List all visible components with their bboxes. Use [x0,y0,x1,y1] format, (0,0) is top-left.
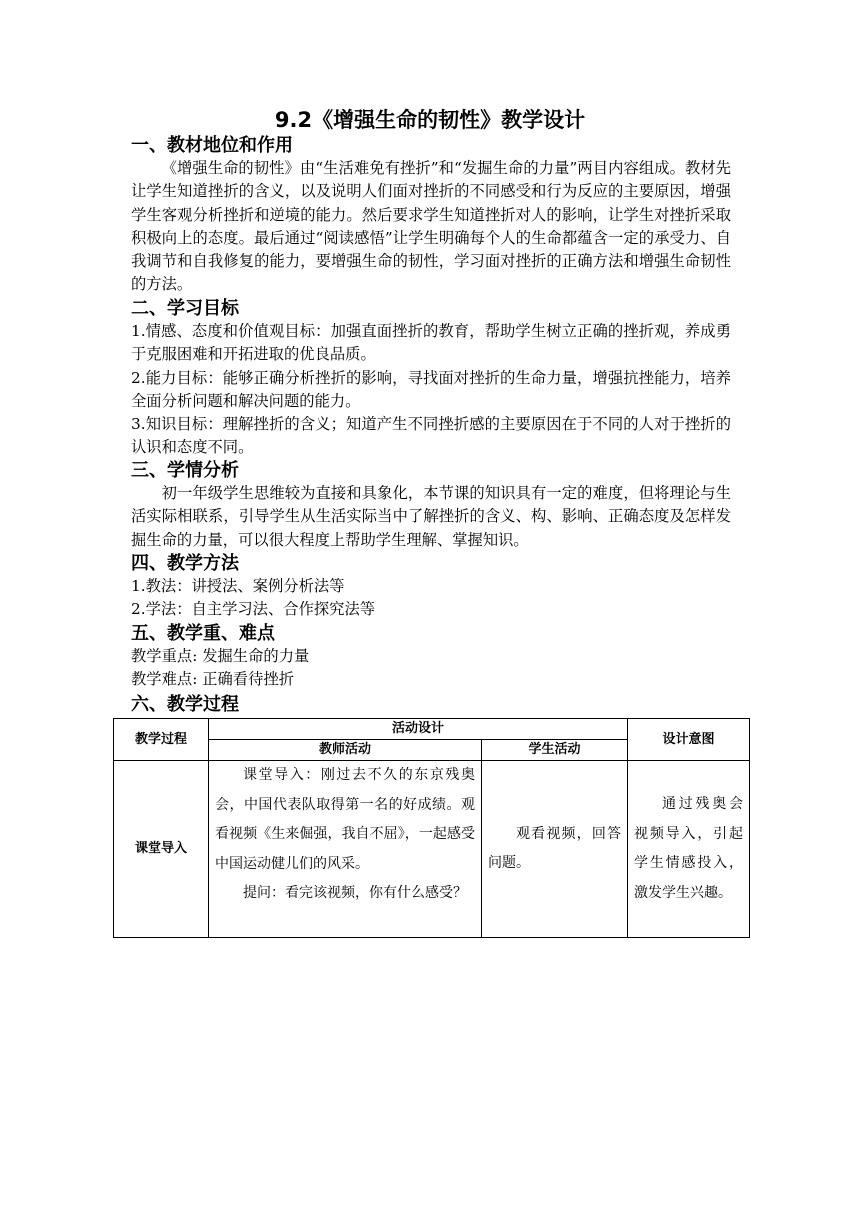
method-item-1: 1.教法：讲授法、案例分析法等 [131,577,345,595]
cell-design-intent [628,761,750,938]
section-heading-3: 三、学情分析 [131,460,239,481]
difficult-point: 教学难点: 正确看待挫折 [131,670,294,688]
header-student-activity: 学生活动 [482,740,628,761]
objective-item-3: 3.知识目标：理解挫折的含义；知道产生不同挫折感的主要原因在于不同的人对于挫折的认识和态度不同。 [131,415,731,457]
section-3-paragraph: 初一年级学生思维较为直接和具象化，本节课的知识具有一定的难度，但将理论与生活实际相联系，引导学生从生活实际当中了解挫折的含义、构、影响、正确态度及怎样发掘生命的力量，可以很大程度上帮助学生理解、掌握知识。 [131,484,731,549]
section-1-paragraph: 《增强生命的韧性》由“生活难免有挫折”和“发掘生命的力量”两目内容组成。教材先让学生知道挫折的含义，以及说明人们面对挫折的不同感受和行为反应的主要原因，增强学生客观分析挫折和逆境的能力。然后要求学生知道挫折对人的影响，让学生对挫折采取积极向上的态度。最后通过“阅读感悟”让学生明确每个人的生命都蕴含一定的承受力、自我调节和自我修复的能力，要增强生命的韧性，学习面对挫折的正确方法和增强生命韧性的方法。 [131,159,731,294]
objective-item-2: 2.能力目标：能够正确分析挫折的影响，寻找面对挫折的生命力量，增强抗挫能力，培养全面分析问题和解决问题的能力。 [131,369,731,411]
cell-process: 课堂导入 [114,761,209,938]
teacher-activity-text-1: 课堂导入：刚过去不久的东京残奥会，中国代表队取得第一名的好成绩。观看视频《生来倔强，我自不屈》，一起感受中国运动健儿们的风采。 [215,767,475,872]
header-intent: 设计意图 [628,719,750,761]
student-activity-text: 观看视频，回答问题。 [488,825,622,871]
section-heading-4: 四、教学方法 [131,553,239,574]
teacher-activity-text-2: 提问：看完该视频，你有什么感受？ [243,885,467,901]
section-heading-2: 二、学习目标 [131,298,239,319]
section-heading-1: 一、教材地位和作用 [131,135,293,156]
objective-item-1: 1.情感、态度和价值观目标：加强直面挫折的教育，帮助学生树立正确的挫折观，养成勇于克服困难和开拓进取的优良品质。 [131,322,731,364]
header-process: 教学过程 [114,719,209,761]
cell-student-activity [482,761,628,938]
header-activity-design: 活动设计 [209,719,628,740]
section-heading-6: 六、教学过程 [131,694,239,715]
design-intent-text: 通过残奥会视频导入，引起学生情感投入，激发学生兴趣。 [634,796,744,901]
method-item-2: 2.学法：自主学习法、合作探究法等 [131,600,376,618]
teaching-process-table [113,718,750,938]
cell-teacher-activity [209,761,482,938]
document-title: 9.2《增强生命的韧性》教学设计 [274,108,586,132]
table-row [114,761,750,938]
section-heading-5: 五、教学重、难点 [131,623,275,644]
header-teacher-activity: 教师活动 [209,740,482,761]
key-point: 教学重点: 发掘生命的力量 [131,647,310,665]
